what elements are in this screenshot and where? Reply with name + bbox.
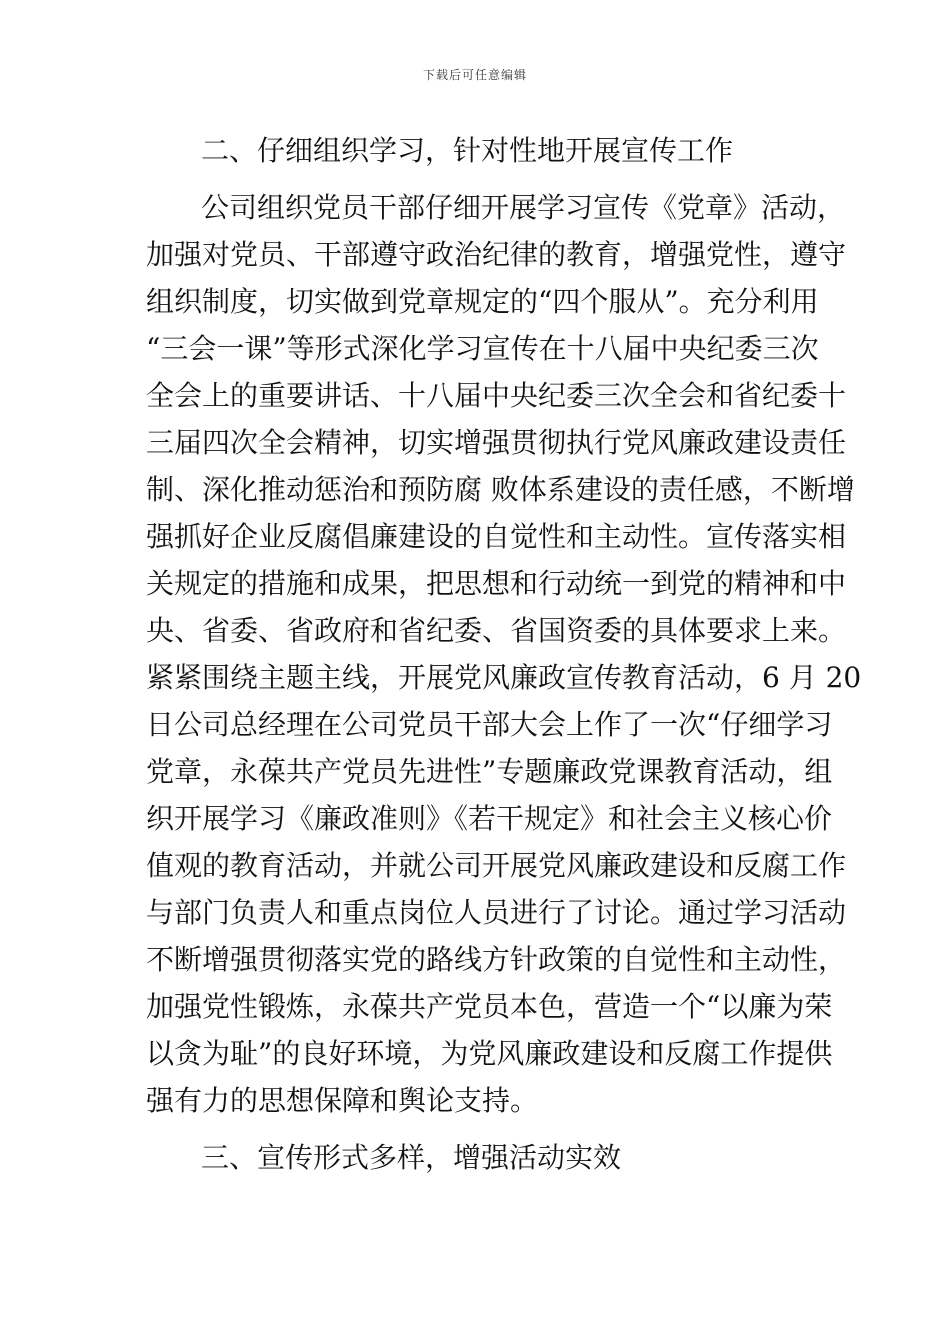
paragraph-line: 公司组织党员干部仔细开展学习宣传《党章》活动， xyxy=(201,191,846,224)
paragraph-line: 组织制度，切实做到党章规定的“四个服从”。充分利用 xyxy=(146,285,819,318)
document-body xyxy=(146,127,862,1181)
paragraph-line: 不断增强贯彻落实党的路线方针政策的自觉性和主动性， xyxy=(146,943,847,976)
paragraph-line: 织开展学习《廉政准则》《若干规定》和社会主义核心价 xyxy=(146,802,833,835)
paragraph-line: 全会上的重要讲话、十八届中央纪委三次全会和省纪委十 xyxy=(146,379,847,412)
paragraph-line: “三会一课”等形式深化学习宣传在十八届中央纪委三次 xyxy=(146,332,819,365)
section-heading-2: 二、仔细组织学习，针对性地开展宣传工作 xyxy=(201,134,734,167)
paragraph-line: 以贪为耻”的良好环境，为党风廉政建设和反腐工作提供 xyxy=(146,1037,833,1070)
paragraph-line: 强抓好企业反腐倡廉建设的自觉性和主动性。宣传落实相 xyxy=(146,520,847,553)
paragraph-line: 加强党性锻炼，永葆共产党员本色，营造一个“以廉为荣 xyxy=(146,990,833,1023)
paragraph xyxy=(146,184,862,1124)
paragraph-line: 央、省委、省政府和省纪委、省国资委的具体要求上来。 xyxy=(146,614,847,647)
paragraph-line: 与部门负责人和重点岗位人员进行了讨论。通过学习活动 xyxy=(146,896,847,929)
paragraph-line: 关规定的措施和成果，把思想和行动统一到党的精神和中 xyxy=(146,567,847,600)
paragraph-line: 加强对党员、干部遵守政治纪律的教育，增强党性，遵守 xyxy=(146,238,847,271)
paragraph-line: 强有力的思想保障和舆论支持。 xyxy=(146,1084,539,1117)
paragraph-line: 紧紧围绕主题主线，开展党风廉政宣传教育活动，6 月 20 xyxy=(146,661,862,694)
section-heading-3: 三、宣传形式多样，增强活动实效 xyxy=(201,1141,622,1174)
paragraph-line: 日公司总经理在公司党员干部大会上作了一次“仔细学习 xyxy=(146,708,833,741)
paragraph-line: 三届四次全会精神，切实增强贯彻执行党风廉政建设责任 xyxy=(146,426,847,459)
paragraph-line: 制、深化推动惩治和预防腐 败体系建设的责任感，不断增 xyxy=(146,473,855,506)
header-note: 下载后可任意编辑 xyxy=(422,68,527,82)
paragraph-line: 党章，永葆共产党员先进性”专题廉政党课教育活动，组 xyxy=(146,755,833,788)
paragraph-line: 值观的教育活动，并就公司开展党风廉政建设和反腐工作 xyxy=(146,849,847,882)
